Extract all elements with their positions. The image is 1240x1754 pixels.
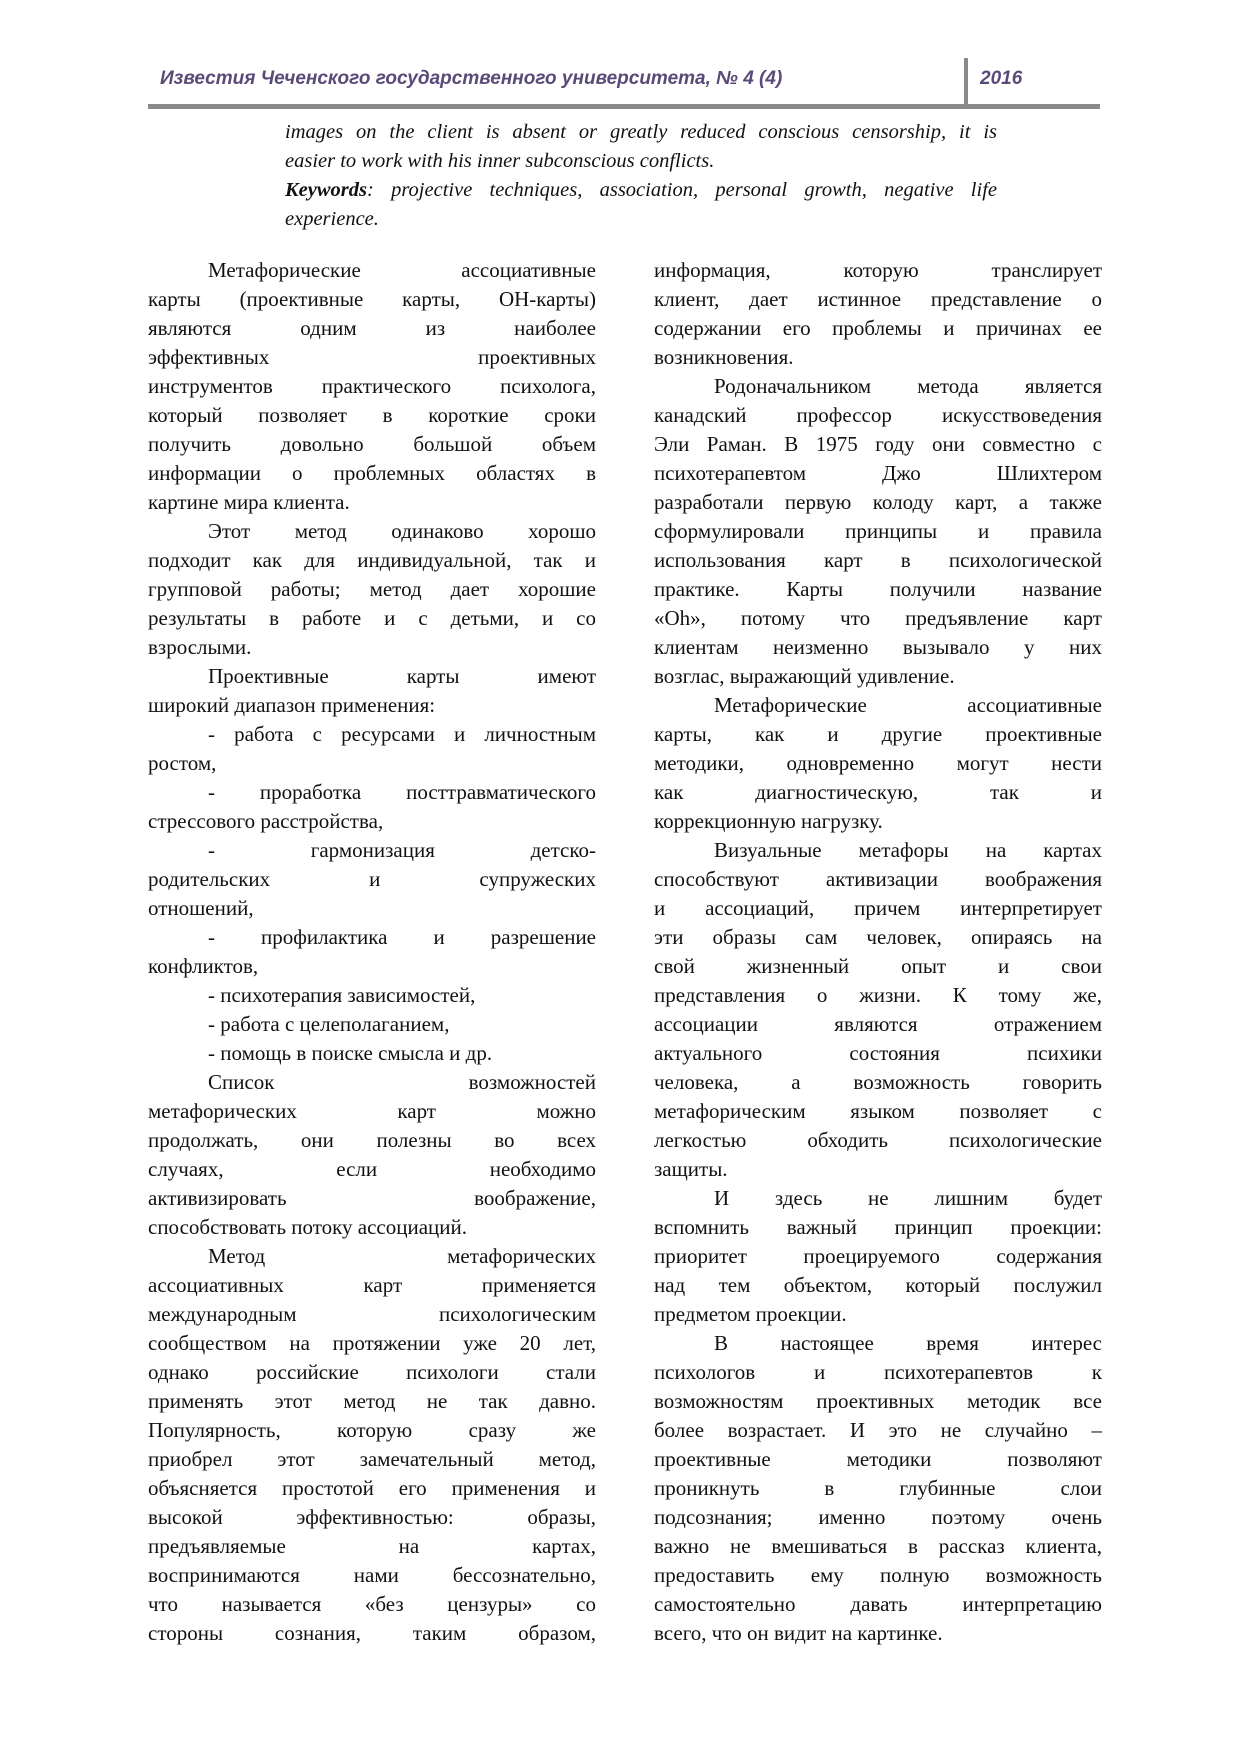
paragraph [148, 517, 596, 662]
text-line: - гармонизация детско- [208, 838, 596, 862]
text-line: информация, которую транслирует [654, 258, 1102, 282]
text-line: Этот метод одинаково хорошо [208, 519, 596, 543]
journal-title: Известия Чеченского государственного университета, № 4 (4) [160, 68, 783, 89]
text-line: что называется «без цензуры» со [148, 1592, 596, 1616]
text-line: Визуальные метафоры на картах [714, 838, 1102, 862]
text-line: предоставить ему полную возможность [654, 1563, 1102, 1587]
paragraph [654, 256, 1102, 372]
paragraph [148, 836, 596, 923]
header-rule [148, 104, 1100, 109]
text-line: карты, как и другие проективные [654, 722, 1102, 746]
text-line: возможностям проективных методик все [654, 1389, 1102, 1413]
text-line: проникнуть в глубинные слои [654, 1476, 1102, 1500]
text-line: - проработка посттравматического [208, 780, 596, 804]
text-line: содержании его проблемы и причинах ее [654, 316, 1102, 340]
paragraph [148, 720, 596, 778]
abstract-line: images on the client is absent or greatly reduced conscious censorship, it is [285, 121, 997, 143]
text-line: использования карт в психологической [654, 548, 1102, 572]
text-line: - профилактика и разрешение [208, 925, 596, 949]
text-line: И здесь не лишним будет [714, 1186, 1102, 1210]
paragraph [148, 1068, 596, 1242]
text-line: В настоящее время интерес [714, 1331, 1102, 1355]
text-line: канадский профессор искусствоведения [654, 403, 1102, 427]
text-line: возглас, выражающий удивление. [654, 664, 955, 688]
text-line: эффективных проективных [148, 345, 596, 369]
paragraph [654, 836, 1102, 1184]
text-line: важно не вмешиваться в рассказ клиента, [654, 1534, 1102, 1558]
text-line: способствуют активизации воображения [654, 867, 1102, 891]
column-left [148, 256, 596, 1648]
text-line: международным психологическим [148, 1302, 596, 1326]
text-line: который позволяет в короткие сроки [148, 403, 596, 427]
text-line: - помощь в поиске смысла и др. [208, 1041, 493, 1065]
text-line: картине мира клиента. [148, 490, 350, 514]
text-line: всего, что он видит на картинке. [654, 1621, 943, 1645]
paragraph [148, 1010, 596, 1039]
paragraph [148, 778, 596, 836]
text-line: представления о жизни. К тому же, [654, 983, 1102, 1007]
text-line: более возрастает. И это не случайно – [654, 1418, 1102, 1442]
text-line: Метод метафорических [208, 1244, 596, 1268]
text-line: результаты в работе и с детьми, и со [148, 606, 596, 630]
text-line: практике. Карты получили название [654, 577, 1102, 601]
text-line: свой жизненный опыт и свои [654, 954, 1102, 978]
text-line: методики, одновременно могут нести [654, 751, 1102, 775]
paragraph [148, 1242, 596, 1648]
text-line: Метафорические ассоциативные [714, 693, 1102, 717]
text-line: Эли Раман. В 1975 году они совместно с [654, 432, 1102, 456]
text-line: информации о проблемных областях в [148, 461, 596, 485]
text-line: - работа с целеполаганием, [208, 1012, 450, 1036]
paragraph [654, 372, 1102, 691]
text-line: однако российские психологи стали [148, 1360, 596, 1384]
text-line: приоритет проецируемого содержания [654, 1244, 1102, 1268]
text-line: Популярность, которую сразу же [148, 1418, 596, 1442]
text-line: коррекционную нагрузку. [654, 809, 883, 833]
text-line: подсознания; именно поэтому очень [654, 1505, 1102, 1529]
text-line: продолжать, они полезны во всех [148, 1128, 596, 1152]
text-line: психологов и психотерапевтов к [654, 1360, 1102, 1384]
text-line: вспомнить важный принцип проекции: [654, 1215, 1102, 1239]
keywords-line: experience. [285, 208, 379, 230]
text-line: способствовать потоку ассоциаций. [148, 1215, 468, 1239]
text-line: стрессового расстройства, [148, 809, 384, 833]
column-right [654, 256, 1102, 1648]
text-line: самостоятельно давать интерпретацию [654, 1592, 1102, 1616]
text-line: карты (проективные карты, ОН-карты) [148, 287, 596, 311]
keywords-label: Keywords [285, 179, 367, 201]
text-line: и ассоциаций, причем интерпретирует [654, 896, 1102, 920]
abstract [285, 119, 997, 235]
text-line: родительских и супружеских [148, 867, 596, 891]
text-line: приобрел этот замечательный метод, [148, 1447, 596, 1471]
text-line: «Oh», потому что предъявление карт [654, 606, 1102, 630]
text-line: - психотерапия зависимостей, [208, 983, 476, 1007]
text-line: ростом, [148, 751, 217, 775]
text-line: защиты. [654, 1157, 728, 1181]
text-line: инструментов практического психолога, [148, 374, 596, 398]
paragraph [148, 923, 596, 981]
text-line: метафорических карт можно [148, 1099, 596, 1123]
text-line: сформулировали принципы и правила [654, 519, 1102, 543]
text-line: эти образы сам человек, опираясь на [654, 925, 1102, 949]
text-line: клиентам неизменно вызывало у них [654, 635, 1102, 659]
text-line: разработали первую колоду карт, а также [654, 490, 1102, 514]
text-line: случаях, если необходимо [148, 1157, 596, 1181]
text-line: возникновения. [654, 345, 794, 369]
text-line: ассоциации являются отражением [654, 1012, 1102, 1036]
paragraph [654, 1184, 1102, 1329]
keywords-text: : projective techniques, association, personal growth, negative life [367, 179, 997, 201]
text-line: Список возможностей [208, 1070, 596, 1094]
text-line: высокой эффективностью: образы, [148, 1505, 596, 1529]
text-line: объясняется простотой его применения и [148, 1476, 596, 1500]
paragraph [148, 1039, 596, 1068]
text-line: актуального состояния психики [654, 1041, 1102, 1065]
text-line: отношений, [148, 896, 254, 920]
text-line: взрослыми. [148, 635, 252, 659]
text-line: являются одним из наиболее [148, 316, 596, 340]
paragraph [654, 1329, 1102, 1648]
abstract-line: easier to work with his inner subconscious conflicts. [285, 150, 715, 172]
paragraph [654, 691, 1102, 836]
text-line: применять этот метод не так давно. [148, 1389, 596, 1413]
journal-year: 2016 [980, 68, 1023, 89]
text-line: Проективные карты имеют [208, 664, 596, 688]
text-line: психотерапевтом Джо Шлихтером [654, 461, 1102, 485]
text-line: проективные методики позволяют [654, 1447, 1102, 1471]
paragraph [148, 981, 596, 1010]
text-line: метафорическим языком позволяет с [654, 1099, 1102, 1123]
text-line: стороны сознания, таким образом, [148, 1621, 596, 1645]
keywords-line [285, 177, 997, 206]
header-divider [964, 58, 968, 108]
text-line: как диагностическую, так и [654, 780, 1102, 804]
paragraph [148, 256, 596, 517]
text-line: Метафорические ассоциативные [208, 258, 596, 282]
text-line: над тем объектом, который послужил [654, 1273, 1102, 1297]
text-line: легкостью обходить психологические [654, 1128, 1102, 1152]
text-line: конфликтов, [148, 954, 259, 978]
text-line: ассоциативных карт применяется [148, 1273, 596, 1297]
text-line: получить довольно большой объем [148, 432, 596, 456]
text-line: сообществом на протяжении уже 20 лет, [148, 1331, 596, 1355]
text-line: широкий диапазон применения: [148, 693, 436, 717]
text-line: клиент, дает истинное представление о [654, 287, 1102, 311]
text-line: групповой работы; метод дает хорошие [148, 577, 596, 601]
text-line: предъявляемые на картах, [148, 1534, 596, 1558]
text-line: - работа с ресурсами и личностным [208, 722, 596, 746]
text-line: активизировать воображение, [148, 1186, 596, 1210]
text-line: подходит как для индивидуальной, так и [148, 548, 596, 572]
text-line: человека, а возможность говорить [654, 1070, 1102, 1094]
text-line: предметом проекции. [654, 1302, 847, 1326]
text-line: Родоначальником метода является [714, 374, 1102, 398]
paragraph [148, 662, 596, 720]
text-line: воспринимаются нами бессознательно, [148, 1563, 596, 1587]
